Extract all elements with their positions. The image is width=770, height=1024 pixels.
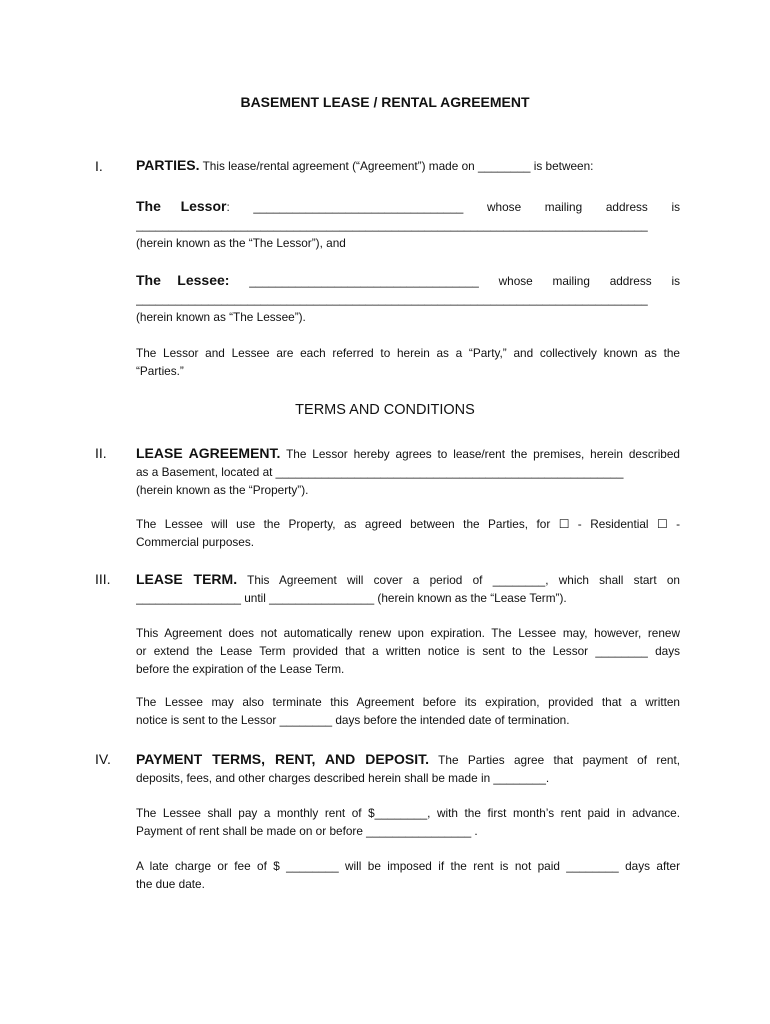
section-text: The Lessor hereby agrees to lease/rent the premises, herein described: [280, 447, 680, 461]
section-text: This Agreement will cover a period of ________, which shall start on: [237, 573, 680, 587]
section-lease-term: [136, 570, 680, 607]
lessee-known-as: (herein known as “The Lessee”).: [136, 310, 306, 324]
lessor-colon: :: [226, 200, 230, 214]
termination-paragraph: [136, 693, 680, 729]
lessor-name-blank: ________________________________: [253, 200, 464, 214]
lessor-address-blank: ______________________________________________________________________________: [136, 218, 648, 232]
property-location-line: as a Basement, located at _____________________________________________________: [136, 465, 624, 479]
paragraph-line: The Lessee shall pay a monthly rent of $________, with the first month’s rent paid in advance.: [136, 806, 680, 820]
section-number: II.: [95, 445, 107, 461]
section-heading: LEASE TERM.: [136, 571, 238, 587]
lessee-block: [136, 271, 680, 326]
paragraph-line: ________________ until ________________ (herein known as the “Lease Term”).: [136, 591, 567, 605]
word-mailing: mailing: [544, 200, 583, 214]
lessor-known-as: (herein known as the “The Lessor”), and: [136, 236, 346, 250]
section-number: IV.: [95, 751, 111, 767]
section-payment-terms: [136, 750, 680, 787]
section-text: This lease/rental agreement (“Agreement”) made on ________ is between:: [199, 159, 594, 173]
word-whose: whose: [498, 274, 533, 288]
late-fee-paragraph: [136, 857, 680, 893]
renewal-paragraph: [136, 624, 680, 678]
paragraph-line: before the expiration of the Lease Term.: [136, 662, 345, 676]
lessee-label: Lessee:: [177, 272, 230, 288]
word-whose: whose: [487, 200, 522, 214]
section-number: I.: [95, 158, 103, 174]
paragraph-line: or extend the Lease Term provided that a written notice is sent to the Lessor ________ days: [136, 644, 680, 658]
section-lease-agreement: [136, 444, 680, 499]
paragraph-line: Payment of rent shall be made on or before ________________ .: [136, 824, 478, 838]
paragraph-line: Commercial purposes.: [136, 535, 255, 549]
paragraph-line: notice is sent to the Lessor ________ days before the intended date of termination.: [136, 713, 570, 727]
use-paragraph: [136, 515, 680, 551]
word-address: address: [605, 200, 648, 214]
paragraph-line: “Parties.”: [136, 364, 184, 378]
parties-paragraph: [136, 344, 680, 380]
terms-heading: TERMS AND CONDITIONS: [295, 402, 475, 418]
lessee-address-blank: ______________________________________________________________________________: [136, 292, 648, 306]
lessee-name-blank: ___________________________________: [249, 274, 479, 288]
word-is: is: [671, 200, 680, 214]
word-is: is: [671, 274, 680, 288]
section-parties: [136, 156, 680, 175]
word-address: address: [609, 274, 652, 288]
lessor-label: Lessor: [180, 198, 227, 214]
paragraph-line: (herein known as the “Property”).: [136, 483, 309, 497]
rent-paragraph: [136, 804, 680, 840]
paragraph-line: deposits, fees, and other charges described herein shall be made in ________.: [136, 771, 550, 785]
section-heading: LEASE AGREEMENT.: [136, 445, 281, 461]
word-mailing: mailing: [552, 274, 590, 288]
paragraph-line: This Agreement does not automatically renew upon expiration. The Lessee may, however, renew: [136, 626, 680, 640]
lessee-the: The: [136, 272, 161, 288]
document-title: BASEMENT LEASE / RENTAL AGREEMENT: [240, 94, 530, 110]
section-number: III.: [95, 571, 111, 587]
paragraph-line: The Lessor and Lessee are each referred to herein as a “Party,” and collectively known as the: [136, 346, 680, 360]
lessor-block: [136, 197, 680, 252]
paragraph-line: the due date.: [136, 877, 205, 891]
paragraph-line: The Lessee will use the Property, as agreed between the Parties, for ☐ - Residential ☐ -: [136, 517, 680, 531]
lessor-the: The: [136, 198, 161, 214]
section-heading: PAYMENT TERMS, RENT, AND DEPOSIT.: [136, 751, 430, 767]
paragraph-line: The Lessee may also terminate this Agreement before its expiration, provided that a written: [136, 695, 680, 709]
section-heading: PARTIES.: [136, 157, 200, 173]
section-text: The Parties agree that payment of rent,: [429, 753, 680, 767]
paragraph-line: A late charge or fee of $ ________ will be imposed if the rent is not paid ________ days after: [136, 859, 680, 873]
